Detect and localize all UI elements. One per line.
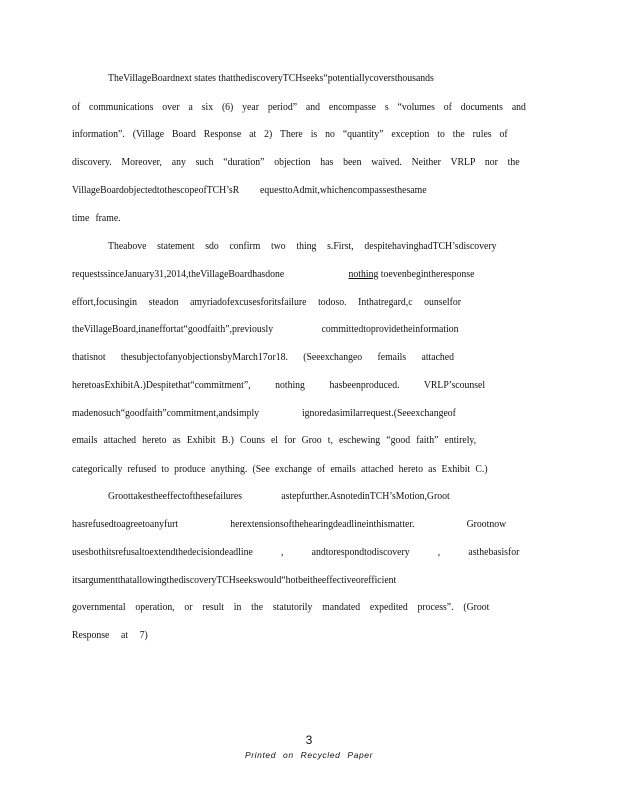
paragraph-2-line-8: emails attached hereto as Exhibit B.) Couns el for Groo t, eschewing “good faith” entirely, <box>72 435 477 446</box>
paragraph-3-line-4: itsargumentthatallowingthediscoveryTCHseekswould“hotbeitheeffectiveorefficient <box>72 575 397 586</box>
paragraph-2-line-2-text: requestssinceJanuary31,2014,theVillageBoardhasdone <box>72 269 285 280</box>
paragraph-3-line-3: usesbothitsrefusaltoextendthedecisiondeadline , andtorespondtodiscovery , asthebasisfor <box>72 547 520 558</box>
paragraph-1-line-1: TheVillageBoardnext states thatthediscoveryTCHseeks“potentiallycoversthousands <box>108 73 434 84</box>
emphasis-nothing: nothing <box>348 269 379 280</box>
paragraph-1-line-2: of communications over a six (6) year period” and encompasse s “volumes of documents and <box>72 102 526 113</box>
paragraph-2-line-5: thatisnot thesubjectofanyobjectionsbyMarch17or18. (Seeexchangeo femails attached <box>72 352 454 363</box>
paragraph-2-line-1: Theabove statement sdo confirm two thing s.First, despitehavinghadTCH’sdiscovery <box>108 241 497 252</box>
paragraph-1-line-3: information”. (Village Board Response at 2) There is no “quantity” exception to the rules of <box>72 129 508 140</box>
paragraph-3-line-5: governmental operation, or result in the statutorily mandated expedited process”. (Groot <box>72 602 490 613</box>
paragraph-3-line-2: hasrefusedtoagreetoanyfurt herextensionsofthehearingdeadlineinthismatter. Grootnow <box>72 519 507 530</box>
paragraph-2-line-7: madenosuch“goodfaith”commitment,andsimply ignoredasimilarrequest.(Seeexchangeof <box>72 408 456 419</box>
paragraph-2-line-3: effort,focusingin steadon amyriadofexcusesforitsfailure todoso. Inthatregard,c ounselfor <box>72 297 462 308</box>
paragraph-2-line-9: categorically refused to produce anything. (See exchange of emails attached hereto as Exhibit C.) <box>72 464 488 475</box>
paragraph-1-line-5: VillageBoardobjectedtothescopeofTCH’sR equesttoAdmit,whichencompassesthesame <box>72 185 427 196</box>
paragraph-1-line-4: discovery. Moreover, any such “duration” objection has been waived. Neither VRLP nor the <box>72 157 520 168</box>
page-number: 3 <box>305 733 313 747</box>
paragraph-3-line-6: Response at 7) <box>72 630 148 641</box>
paragraph-3-line-1: Groottakestheeffectofthesefailures astepfurther.AsnotedinTCH’sMotion,Groot <box>108 491 450 502</box>
paragraph-2-line-4: theVillageBoard,inaneffortat“goodfaith”,previously committedtoprovidetheinformation <box>72 324 459 335</box>
paragraph-2-line-6: heretoasExhibitA.)Despitethat“commitment”, nothing hasbeenproduced. VRLP’scounsel <box>72 380 486 391</box>
paragraph-2-line-2 <box>72 268 482 282</box>
paragraph-1-line-6: time frame. <box>72 213 121 224</box>
recycled-paper-footer: Printed on Recycled Paper <box>244 750 374 760</box>
paragraph-2-line-2-tail: toevenbegintheresponse <box>378 269 475 280</box>
